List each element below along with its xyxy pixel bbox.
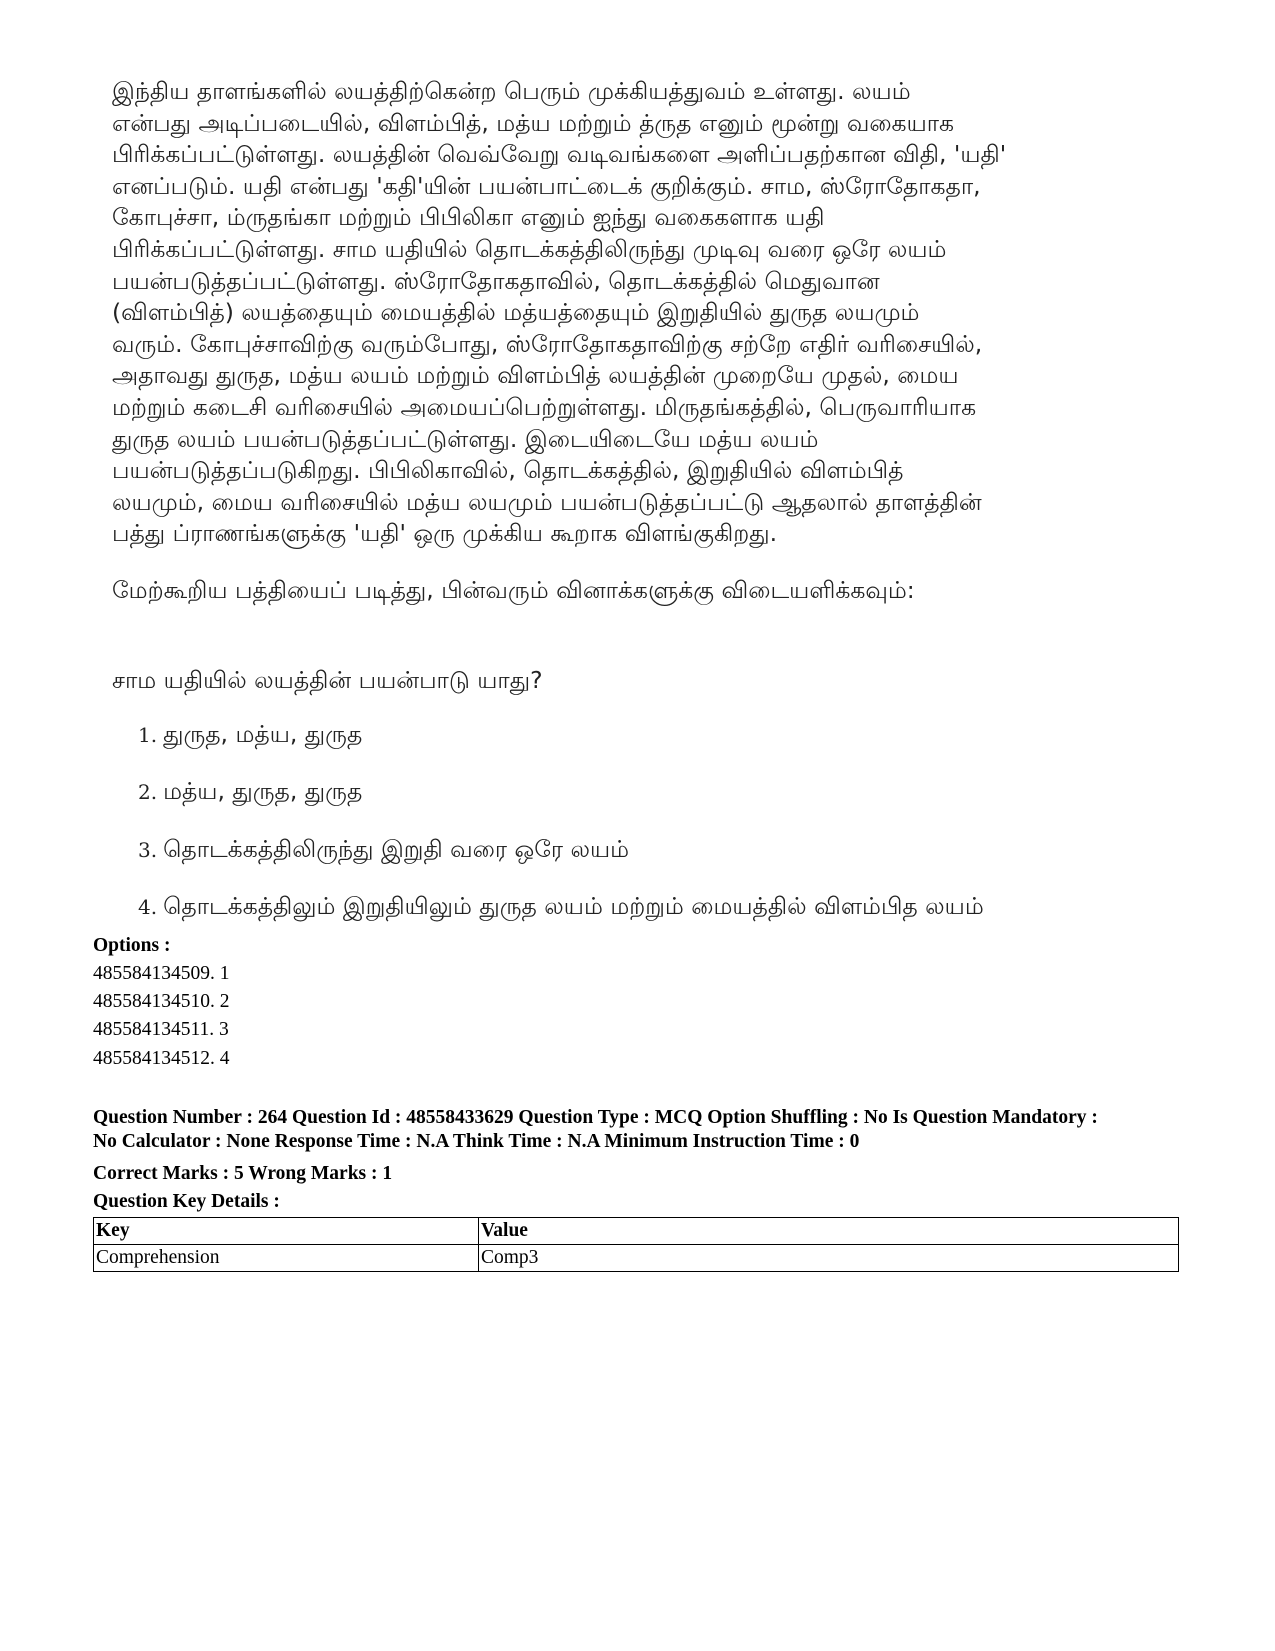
key-details-table <box>93 1217 1179 1272</box>
passage-line: எனப்படும். யதி என்பது 'கதி'யின் பயன்பாட்டைக் குறிக்கும். சாம, ஸ்ரோதோகதா, <box>112 171 981 200</box>
column-header-value: Value <box>479 1218 1179 1245</box>
choice-item <box>138 775 984 832</box>
passage-line: பயன்படுத்தப்பட்டுள்ளது. ஸ்ரோதோகதாவில், தொடக்கத்தில் மெதுவான <box>112 266 880 295</box>
comprehension-passage <box>112 76 1192 550</box>
key-details-heading: Question Key Details : <box>93 1191 280 1212</box>
choice-number: 1. <box>138 723 158 747</box>
passage-line: வரும். கோபுச்சாவிற்கு வரும்போது, ஸ்ரோதோகதாவிற்கு சற்றே எதிர் வரிசையில், <box>112 329 983 358</box>
choice-text: தொடக்கத்திலிருந்து இறுதி வரை ஒரே லயம் <box>163 834 630 863</box>
options-heading: Options : <box>93 935 171 956</box>
passage-line: இந்திய தாளங்களில் லயத்திற்கென்ற பெரும் முக்கியத்துவம் உள்ளது. லயம் <box>112 77 911 105</box>
choice-item <box>138 890 984 947</box>
option-id: 485584134510. 2 <box>93 991 230 1013</box>
passage-line: பிரிக்கப்பட்டுள்ளது. லயத்தின் வெவ்வேறு வடிவங்களை அளிப்பதற்கான விதி, 'யதி' <box>112 140 1007 169</box>
question-info <box>93 1106 1193 1154</box>
passage-line: என்பது அடிப்படையில், விளம்பித், மத்ய மற்றும் த்ருத எனும் மூன்று வகையாக <box>112 108 955 137</box>
choice-number: 2. <box>138 780 158 805</box>
passage-line: துருத லயம் பயன்படுத்தப்பட்டுள்ளது. இடையிடையே மத்ய லயம் <box>112 424 819 453</box>
passage-line: (விளம்பித்) லயத்தையும் மையத்தில் மத்யத்தையும் இறுதியில் துருத லயமும் <box>112 298 920 327</box>
table-cell-value: Comp3 <box>479 1245 1179 1272</box>
choice-number: 3. <box>138 837 158 862</box>
choice-text: தொடக்கத்திலும் இறுதியிலும் துருத லயம் மற்றும் மையத்தில் விளம்பித லயம் <box>163 891 984 920</box>
passage-line: அதாவது துருத, மத்ய லயம் மற்றும் விளம்பித் லயத்தின் முறையே முதல், மைய <box>112 361 959 390</box>
choice-item <box>138 833 984 890</box>
choice-text: மத்ய, துருத, துருத <box>163 777 363 806</box>
passage-line: லயமும், மைய வரிசையில் மத்ய லயமும் பயன்படுத்தப்பட்டு ஆதலால் தாளத்தின் <box>112 487 982 516</box>
passage-line: பத்து ப்ராணங்களுக்கு 'யதி' ஒரு முக்கிய கூறாக விளங்குகிறது. <box>112 519 778 548</box>
passage-line: கோபுச்சா, ம்ருதங்கா மற்றும் பிபிலிகா எனும் ஐந்து வகைகளாக யதி <box>112 203 825 232</box>
options-list <box>93 960 230 1073</box>
instruction-text: மேற்கூறிய பத்தியைப் படித்து, பின்வரும் வினாக்களுக்கு விடையளிக்கவும்: <box>112 576 915 604</box>
question-info-line: Question Number : 264 Question Id : 48558433629 Question Type : MCQ Option Shuffling : No Is Question Mandatory : <box>93 1107 1098 1128</box>
column-header-key: Key <box>94 1218 479 1245</box>
passage-line: மற்றும் கடைசி வரிசையில் அமையப்பெற்றுள்ளது. மிருதங்கத்தில், பெருவாரியாக <box>112 392 977 421</box>
choice-text: துருத, மத்ய, துருத <box>163 720 363 748</box>
passage-line: பயன்படுத்தப்படுகிறது. பிபிலிகாவில், தொடக்கத்தில், இறுதியில் விளம்பித் <box>112 456 904 485</box>
table-header-row <box>94 1218 1179 1245</box>
marks-info: Correct Marks : 5 Wrong Marks : 1 <box>93 1163 393 1184</box>
question-text: சாம யதியில் லயத்தின் பயன்பாடு யாது? <box>112 666 543 694</box>
passage-line: பிரிக்கப்பட்டுள்ளது. சாம யதியில் தொடக்கத்திலிருந்து முடிவு வரை ஒரே லயம் <box>112 234 947 263</box>
choice-item <box>138 718 984 775</box>
option-id: 485584134511. 3 <box>93 1019 229 1041</box>
option-id: 485584134509. 1 <box>93 963 230 984</box>
question-info-line: No Calculator : None Response Time : N.A Think Time : N.A Minimum Instruction Time : 0 <box>93 1131 860 1152</box>
option-id: 485584134512. 4 <box>93 1047 230 1069</box>
answer-choices <box>138 718 984 947</box>
choice-number: 4. <box>138 894 158 919</box>
table-row <box>94 1245 1179 1272</box>
table-cell-key: Comprehension <box>94 1245 479 1272</box>
